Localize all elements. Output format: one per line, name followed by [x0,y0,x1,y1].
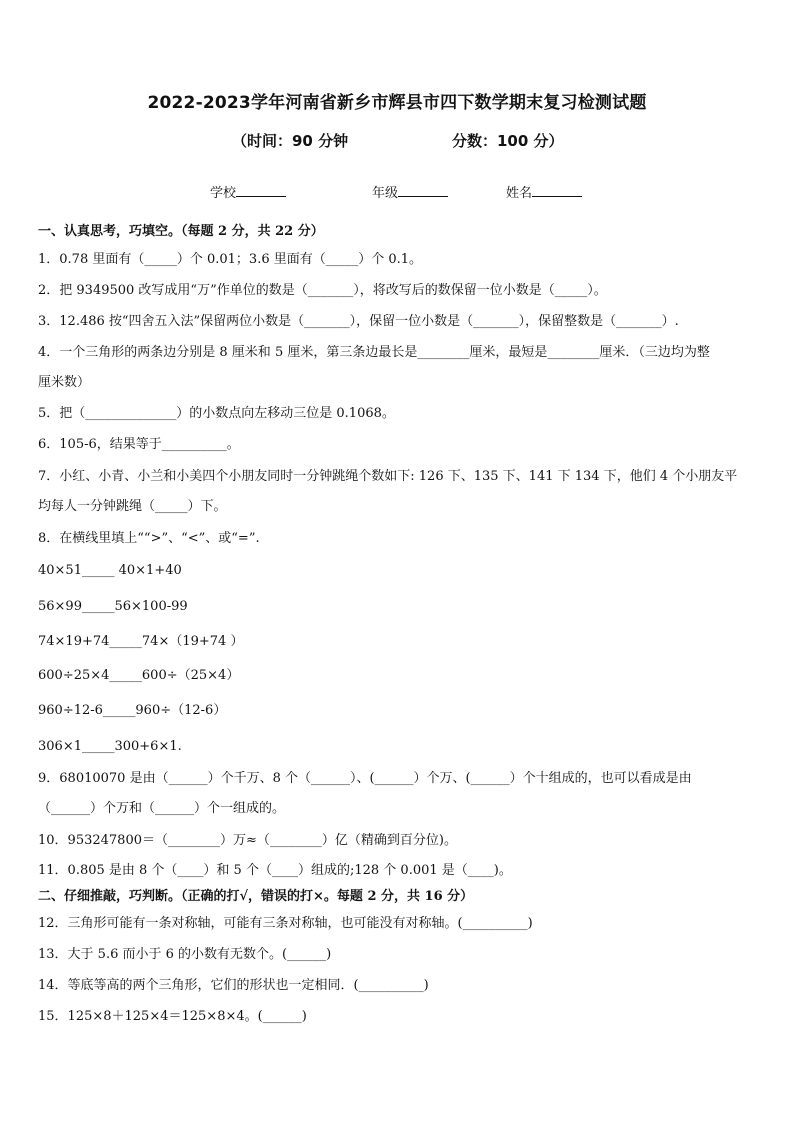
question-4-line1: 4．一个三角形的两条边分别是 8 厘米和 5 厘米，第三条边最长是________厘米，最短是________厘米．（三边均为整 [38,345,710,360]
question-10: 10．953247800＝（________）万≈（________）亿（精确到百分位)。 [38,833,457,848]
question-12: 12．三角形可能有一条对称轴，可能有三条对称轴，也可能没有对称轴。(__________) [38,916,533,931]
question-7-line1: 7．小红、小青、小兰和小美四个小朋友同时一分钟跳绳个数如下: 126 下、135 下、141 下 134 下，他们 4 个小朋友平 [38,469,738,484]
question-11: 11．0.805 是由 8 个（____）和 5 个（____）组成的;128 个 0.001 是（____)。 [38,863,512,878]
question-4-line2: 厘米数） [38,375,91,390]
question-14: 14．等底等高的两个三角形，它们的形状也一定相同．(__________) [38,978,429,993]
exam-score: 分数：100 分） [452,132,564,150]
section2-heading: 二、仔细推敲，巧判断。（正确的打√，错误的打×。每题 2 分，共 16 分） [38,889,474,904]
question-15: 15．125×8＋125×4＝125×8×4。(______) [38,1009,307,1024]
question-8a: 40×51_____ 40×1+40 [38,563,182,578]
grade-field [372,182,448,201]
question-8: 8．在横线里填上““>”、“<”、或“=”. [38,531,260,546]
school-field [210,182,286,201]
question-8d: 600÷25×4_____600÷（25×4） [38,668,240,683]
exam-time: （时间：90 分钟 [232,132,349,150]
question-8f: 306×1_____300+6×1. [38,739,182,754]
question-1: 1．0.78 里面有（_____）个 0.01；3.6 里面有（_____）个 0.1。 [38,252,423,267]
grade-blank[interactable] [398,182,448,197]
school-blank[interactable] [236,182,286,197]
exam-title: 2022-2023学年河南省新乡市辉县市四下数学期末复习检测试题 [147,93,647,113]
name-field [506,182,582,201]
question-9-line2: （______）个万和（______）个一组成的。 [38,801,286,816]
section1-heading: 一、认真思考，巧填空。（每题 2 分，共 22 分） [38,224,324,239]
name-blank[interactable] [532,182,582,197]
question-8c: 74×19+74_____74×（19+74 ） [38,634,244,649]
name-label: 姓名 [506,186,533,201]
question-8b: 56×99_____56×100-99 [38,599,188,614]
question-3: 3．12.486 按“四舍五入法”保留两位小数是（_______），保留一位小数是（_______），保留整数是（_______）. [38,314,679,329]
question-2: 2．把 9349500 改写成用“万”作单位的数是（_______），将改写后的数保留一位小数是（_____）。 [38,283,607,298]
question-9-line1: 9．68010070 是由（______）个千万、8 个（______）、(______）个万、(______）个十组成的，也可以看成是由 [38,771,692,786]
question-7-line2: 均每人一分钟跳绳（_____）下。 [38,499,227,514]
question-5: 5．把（______________）的小数点向左移动三位是 0.1068。 [38,406,395,421]
grade-label: 年级 [372,186,399,201]
question-8e: 960÷12-6_____960÷（12-6） [38,703,227,718]
question-6: 6．105-6，结果等于__________。 [38,437,240,452]
question-13: 13．大于 5.6 而小于 6 的小数有无数个。(______) [38,947,332,962]
school-label: 学校 [210,186,237,201]
